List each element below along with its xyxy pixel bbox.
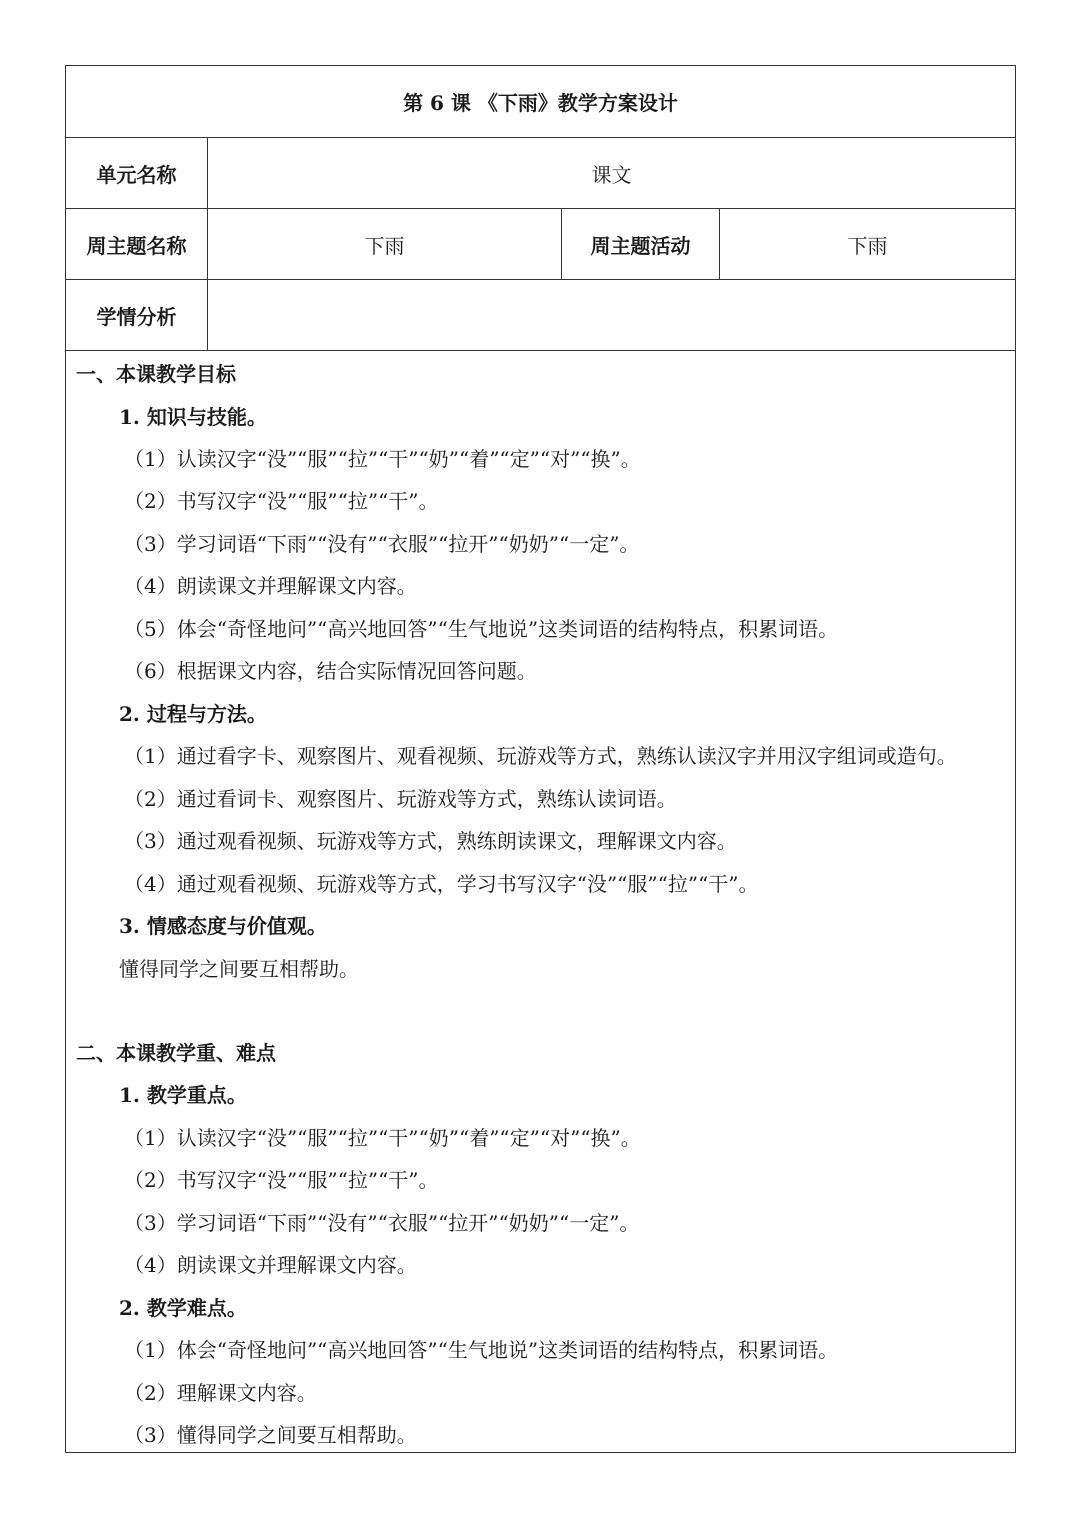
list-item: （6）根据课文内容，结合实际情况回答问题。 bbox=[124, 659, 537, 683]
list-item: （1）通过看字卡、观察图片、观看视频、玩游戏等方式，熟练认读汉字并用汉字组词或造句。 bbox=[124, 744, 957, 768]
analysis-label: 学情分析 bbox=[66, 280, 208, 350]
title-row bbox=[66, 66, 1015, 138]
list-item: （1）认读汉字“没”“服”“拉”“干”“奶”“着”“定”“对”“换”。 bbox=[124, 1126, 641, 1150]
week-topic-row bbox=[66, 209, 1015, 280]
list-item: （4）朗读课文并理解课文内容。 bbox=[124, 1253, 417, 1277]
list-item: （1）认读汉字“没”“服”“拉”“干”“奶”“着”“定”“对”“换”。 bbox=[124, 447, 641, 471]
list-item: （4）朗读课文并理解课文内容。 bbox=[124, 574, 417, 598]
section1-sub3: 3. 情感态度与价值观。 bbox=[119, 914, 327, 938]
week-topic-label: 周主题名称 bbox=[66, 209, 208, 279]
section2-heading: 二、本课教学重、难点 bbox=[76, 1041, 276, 1065]
section1-sub2: 2. 过程与方法。 bbox=[119, 702, 267, 726]
list-item: （3）学习词语“下雨”“没有”“衣服”“拉开”“奶奶”“一定”。 bbox=[124, 532, 640, 556]
section1-sub1: 1. 知识与技能。 bbox=[119, 405, 267, 429]
list-item: （2）通过看词卡、观察图片、玩游戏等方式，熟练认读词语。 bbox=[124, 787, 677, 811]
unit-label: 单元名称 bbox=[66, 138, 208, 208]
content-area bbox=[66, 351, 1015, 1452]
list-item: （3）学习词语“下雨”“没有”“衣服”“拉开”“奶奶”“一定”。 bbox=[124, 1211, 640, 1235]
list-item: （4）通过观看视频、玩游戏等方式，学习书写汉字“没”“服”“拉”“干”。 bbox=[124, 872, 759, 896]
list-item: （2）书写汉字“没”“服”“拉”“干”。 bbox=[124, 489, 439, 513]
unit-value: 课文 bbox=[591, 162, 632, 187]
unit-row bbox=[66, 138, 1015, 209]
week-activity-label: 周主题活动 bbox=[562, 209, 720, 279]
section2-sub2: 2. 教学难点。 bbox=[119, 1296, 247, 1320]
section1-heading: 一、本课教学目标 bbox=[76, 362, 236, 386]
list-item: （5）体会“奇怪地问”“高兴地回答”“生气地说”这类词语的结构特点，积累词语。 bbox=[124, 617, 839, 641]
list-item: （2）理解课文内容。 bbox=[124, 1381, 317, 1405]
list-item: （3）懂得同学之间要互相帮助。 bbox=[124, 1423, 417, 1447]
week-activity-value: 下雨 bbox=[847, 233, 888, 258]
list-item: （1）体会“奇怪地问”“高兴地回答”“生气地说”这类词语的结构特点，积累词语。 bbox=[124, 1338, 839, 1362]
list-item: （3）通过观看视频、玩游戏等方式，熟练朗读课文，理解课文内容。 bbox=[124, 829, 737, 853]
section2-sub1: 1. 教学重点。 bbox=[119, 1083, 247, 1107]
analysis-value bbox=[208, 280, 1015, 350]
analysis-row bbox=[66, 280, 1015, 351]
week-topic-value: 下雨 bbox=[208, 209, 562, 279]
section1-sub3-text: 懂得同学之间要互相帮助。 bbox=[119, 957, 359, 981]
page-title: 第 6 课 《下雨》教学方案设计 bbox=[403, 91, 678, 115]
lesson-plan-table bbox=[65, 65, 1016, 1453]
list-item: （2）书写汉字“没”“服”“拉”“干”。 bbox=[124, 1168, 439, 1192]
